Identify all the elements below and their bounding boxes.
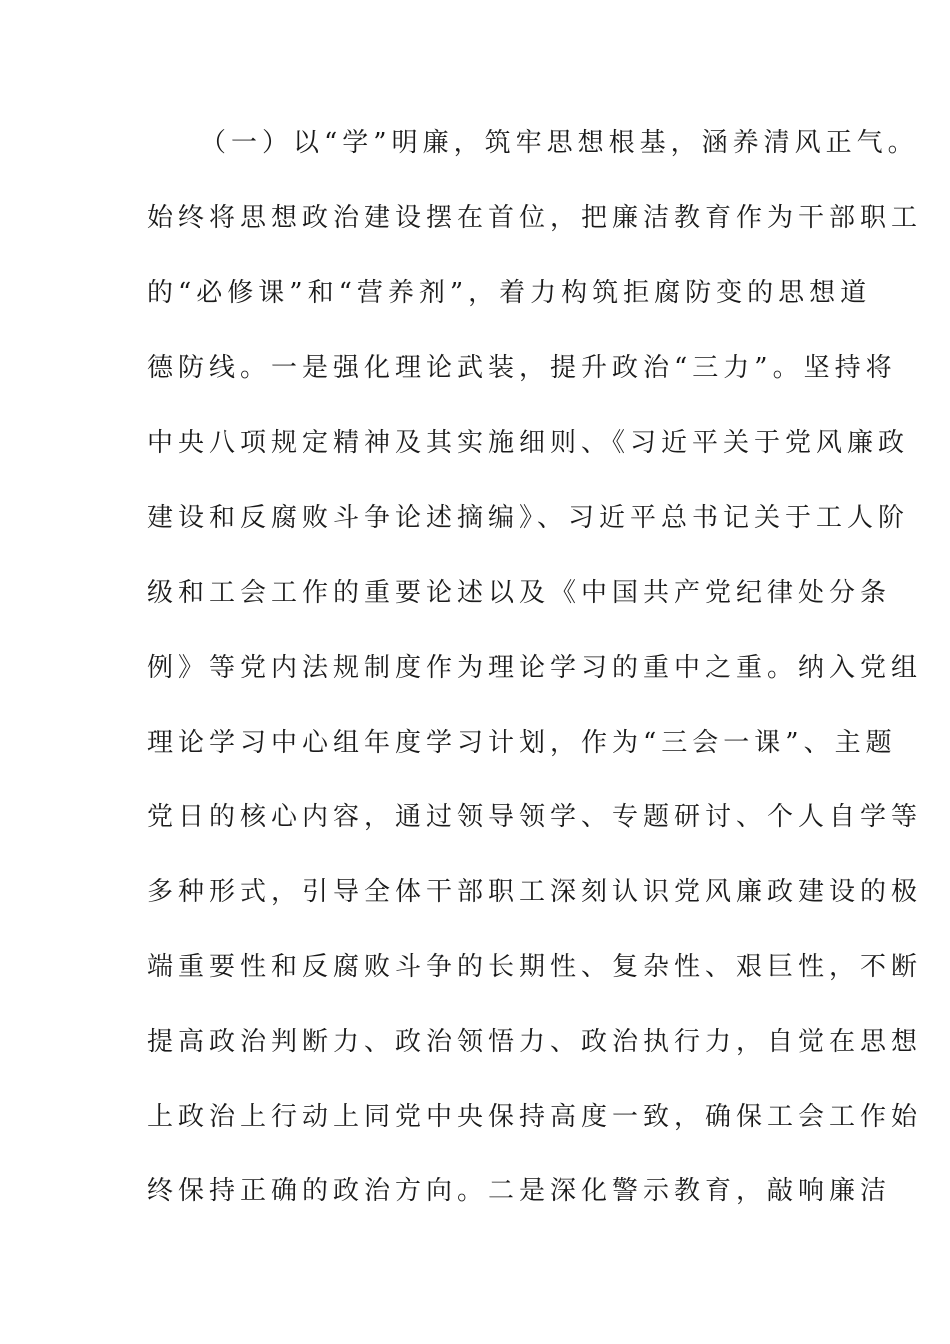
text-line: 建设和反腐败斗争论述摘编》、习近平总书记关于工人阶 — [147, 503, 910, 533]
text-line: 党日的核心内容，通过领导领学、专题研讨、个人自学等 — [147, 802, 923, 832]
text-line: 级和工会工作的重要论述以及《中国共产党纪律处分条 — [147, 578, 892, 608]
text-line: 上政治上行动上同党中央保持高度一致，确保工会工作始 — [147, 1102, 923, 1132]
text-line: 例》等党内法规制度作为理论学习的重中之重。纳入党组 — [147, 653, 923, 683]
text-line: 多种形式，引导全体干部职工深刻认识党风廉政建设的极 — [147, 877, 923, 907]
text-line: 始终将思想政治建设摆在首位，把廉洁教育作为干部职工 — [147, 203, 923, 233]
text-line: （一）以“学”明廉，筑牢思想根基，涵养清风正气。 — [200, 128, 919, 158]
text-line: 理论学习中心组年度学习计划，作为“三会一课”、主题 — [147, 728, 897, 758]
text-line: 端重要性和反腐败斗争的长期性、复杂性、艰巨性，不断 — [147, 952, 923, 982]
text-line: 的“必修课”和“营养剂”，着力构筑拒腐防变的思想道 — [147, 278, 872, 308]
text-line: 终保持正确的政治方向。二是深化警示教育，敲响廉洁 — [147, 1176, 892, 1206]
text-line: 提高政治判断力、政治领悟力、政治执行力，自觉在思想 — [147, 1027, 923, 1057]
text-line: 德防线。一是强化理论武装，提升政治“三力”。坚持将 — [147, 353, 897, 383]
text-line: 中央八项规定精神及其实施细则、《习近平关于党风廉政 — [147, 428, 910, 458]
